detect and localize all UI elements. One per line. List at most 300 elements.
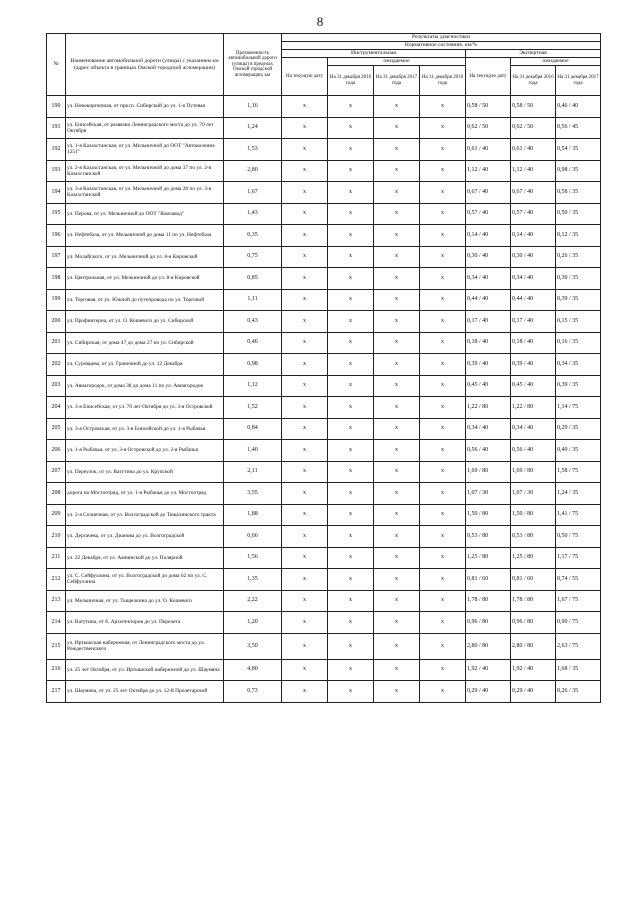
instrumental-value: x	[328, 139, 374, 161]
expert-2016: 0,44 / 40	[511, 289, 556, 311]
row-number: 200	[47, 311, 66, 333]
expert-2016: 1,22 / 80	[511, 397, 556, 419]
row-number: 195	[47, 203, 66, 225]
table-row	[47, 160, 601, 182]
row-number: 217	[47, 681, 66, 703]
header-instr-2017: На 31 декабря 2017 года	[374, 66, 420, 96]
row-number: 198	[47, 268, 66, 290]
expert-2017: 0,56 / 45	[556, 117, 601, 139]
instrumental-value: x	[420, 547, 466, 569]
road-name: ул. Нефтебаза, от ул. Мельничной до дома 11 по ул. Нефтебаза	[66, 225, 224, 247]
instrumental-value: x	[420, 160, 466, 182]
table-row	[47, 246, 601, 268]
instrumental-value: x	[420, 182, 466, 204]
instrumental-value: x	[374, 397, 420, 419]
instrumental-value: x	[282, 418, 328, 440]
instrumental-value: x	[420, 612, 466, 634]
instrumental-value: x	[420, 461, 466, 483]
instrumental-value: x	[282, 633, 328, 659]
header-instr-2018: На 31 декабря 2018 года	[420, 66, 466, 96]
road-name: ул. Центральная, от ул. Мельничной до ул. 8-я Кировской	[66, 268, 224, 290]
row-number: 203	[47, 375, 66, 397]
road-length: 1,67	[224, 182, 282, 204]
expert-2016: 0,57 / 40	[511, 203, 556, 225]
instrumental-value: x	[282, 289, 328, 311]
road-name: ул. 3-я Енисейская, от ул. 70 лет Октября до ул. 3-я Островской	[66, 397, 224, 419]
header-instr-2016: На 31 декабря 2016 года	[328, 66, 374, 96]
expert-current: 0,30 / 40	[466, 246, 511, 268]
road-length: 1,16	[224, 96, 282, 118]
header-length: Протяженность автомобильной дороги (улицы) в пределах Омской городской агломерации, км	[224, 34, 282, 96]
expert-current: 1,22 / 80	[466, 397, 511, 419]
expert-current: 0,58 / 50	[466, 96, 511, 118]
expert-2016: 0,53 / 80	[511, 526, 556, 548]
instrumental-value: x	[420, 289, 466, 311]
header-instr-current: На текущую дату	[282, 58, 328, 96]
road-length: 2,11	[224, 461, 282, 483]
road-name: ул. 3-я Островская, от ул. 3-я Енисейской до ул. 1-я Рыбачья	[66, 418, 224, 440]
instrumental-value: x	[420, 96, 466, 118]
expert-current: 1,78 / 80	[466, 590, 511, 612]
instrumental-value: x	[282, 182, 328, 204]
road-length: 3,55	[224, 483, 282, 505]
road-length: 3,50	[224, 633, 282, 659]
instrumental-value: x	[328, 203, 374, 225]
row-number: 191	[47, 117, 66, 139]
instrumental-value: x	[328, 397, 374, 419]
expert-2017: 0,12 / 35	[556, 225, 601, 247]
instrumental-value: x	[282, 225, 328, 247]
expert-current: 1,69 / 80	[466, 461, 511, 483]
expert-2017: 1,14 / 75	[556, 397, 601, 419]
expert-current: 0,34 / 40	[466, 268, 511, 290]
expert-2016: 0,96 / 80	[511, 612, 556, 634]
instrumental-value: x	[282, 612, 328, 634]
instrumental-value: x	[328, 332, 374, 354]
instrumental-value: x	[282, 461, 328, 483]
instrumental-value: x	[374, 139, 420, 161]
instrumental-value: x	[282, 246, 328, 268]
instrumental-value: x	[374, 633, 420, 659]
expert-current: 0,61 / 40	[466, 139, 511, 161]
instrumental-value: x	[328, 117, 374, 139]
expert-current: 0,62 / 50	[466, 117, 511, 139]
instrumental-value: x	[328, 612, 374, 634]
road-length: 0,66	[224, 526, 282, 548]
instrumental-value: x	[328, 418, 374, 440]
table-row	[47, 659, 601, 681]
road-length: 0,43	[224, 311, 282, 333]
instrumental-value: x	[328, 225, 374, 247]
instrumental-value: x	[282, 659, 328, 681]
expert-2017: 0,39 / 35	[556, 375, 601, 397]
instrumental-value: x	[328, 633, 374, 659]
instrumental-value: x	[374, 203, 420, 225]
page-number: 8	[316, 14, 324, 29]
row-number: 209	[47, 504, 66, 526]
road-length: 1,56	[224, 547, 282, 569]
row-number: 192	[47, 139, 66, 161]
instrumental-value: x	[420, 526, 466, 548]
instrumental-value: x	[328, 246, 374, 268]
expert-2016: 0,14 / 40	[511, 225, 556, 247]
road-length: 0,75	[224, 246, 282, 268]
table-row	[47, 612, 601, 634]
expert-2017: 0,50 / 75	[556, 526, 601, 548]
road-length: 1,52	[224, 397, 282, 419]
instrumental-value: x	[374, 547, 420, 569]
road-length: 1,40	[224, 440, 282, 462]
instrumental-value: x	[420, 311, 466, 333]
road-name: ул. Сибирская, от дома 47 до дома 27 по ул. Сибирской	[66, 332, 224, 354]
instrumental-value: x	[282, 96, 328, 118]
instrumental-value: x	[282, 354, 328, 376]
instrumental-value: x	[328, 483, 374, 505]
road-name: ул. Суровцева, от ул. Граничной до ул. 12 Декабря	[66, 354, 224, 376]
expert-2017: 1,68 / 35	[556, 659, 601, 681]
table-row	[47, 590, 601, 612]
instrumental-value: x	[282, 117, 328, 139]
instrumental-value: x	[328, 289, 374, 311]
expert-current: 0,39 / 40	[466, 354, 511, 376]
expert-2016: 0,61 / 40	[511, 139, 556, 161]
table-row	[47, 139, 601, 161]
road-length: 1,53	[224, 139, 282, 161]
expert-2016: 1,50 / 80	[511, 504, 556, 526]
road-name: ул. Профинтерна, от ул. О. Кошевого до ул. Сибирской	[66, 311, 224, 333]
instrumental-value: x	[328, 182, 374, 204]
road-name: ул. 2-я Солнечная, от ул. Волгоградской до Тюкалинского тракта	[66, 504, 224, 526]
row-number: 190	[47, 96, 66, 118]
instrumental-value: x	[328, 461, 374, 483]
instrumental-value: x	[420, 117, 466, 139]
instrumental-value: x	[374, 311, 420, 333]
row-number: 202	[47, 354, 66, 376]
road-length: 1,43	[224, 203, 282, 225]
header-exp-current: На текущую дату	[466, 58, 511, 96]
road-length: 0,46	[224, 332, 282, 354]
road-name: ул. Новокирпичная, от просп. Сибирский до ул. 1-я Путевая	[66, 96, 224, 118]
table-row	[47, 375, 601, 397]
expert-2017: 1,17 / 75	[556, 547, 601, 569]
instrumental-value: x	[374, 504, 420, 526]
expert-2016: 0,67 / 40	[511, 182, 556, 204]
road-length: 1,88	[224, 504, 282, 526]
expert-current: 1,50 / 80	[466, 504, 511, 526]
expert-current: 1,25 / 80	[466, 547, 511, 569]
expert-2017: 0,49 / 35	[556, 440, 601, 462]
expert-current: 1,92 / 40	[466, 659, 511, 681]
road-length: 0,98	[224, 354, 282, 376]
instrumental-value: x	[374, 612, 420, 634]
instrumental-value: x	[328, 547, 374, 569]
expert-2017: 0,46 / 40	[556, 96, 601, 118]
road-name: ул. Иртышская набережная, от Ленинградского моста до ул. Рождественского	[66, 633, 224, 659]
row-number: 206	[47, 440, 66, 462]
instrumental-value: x	[374, 354, 420, 376]
row-number: 215	[47, 633, 66, 659]
header-exp-2016: На 31 декабря 2016 года	[511, 66, 556, 96]
instrumental-value: x	[282, 203, 328, 225]
header-exp-expected: ожидаемое	[511, 58, 601, 66]
table-row	[47, 483, 601, 505]
expert-2016: 0,18 / 40	[511, 332, 556, 354]
road-name: ул. Ватутина, от б. Архитекторов до ул. Перелета	[66, 612, 224, 634]
instrumental-value: x	[282, 139, 328, 161]
expert-2016: 0,45 / 40	[511, 375, 556, 397]
expert-2016: 1,69 / 80	[511, 461, 556, 483]
expert-2017: 0,29 / 35	[556, 418, 601, 440]
table-row	[47, 504, 601, 526]
table-row	[47, 225, 601, 247]
expert-current: 2,80 / 80	[466, 633, 511, 659]
instrumental-value: x	[420, 440, 466, 462]
instrumental-value: x	[374, 117, 420, 139]
expert-2017: 0,90 / 75	[556, 612, 601, 634]
expert-current: 0,57 / 40	[466, 203, 511, 225]
expert-2016: 0,29 / 40	[511, 681, 556, 703]
table-body	[47, 96, 601, 703]
header-instr-expected: ожидаемое	[328, 58, 466, 66]
expert-2017: 0,15 / 35	[556, 311, 601, 333]
road-length: 0,35	[224, 225, 282, 247]
row-number: 212	[47, 569, 66, 591]
road-name: ул. Дергачева, от ул. Дианова до ул. Волгоградской	[66, 526, 224, 548]
row-number: 216	[47, 659, 66, 681]
expert-2017: 1,41 / 75	[556, 504, 601, 526]
instrumental-value: x	[420, 483, 466, 505]
instrumental-value: x	[420, 332, 466, 354]
instrumental-value: x	[282, 547, 328, 569]
instrumental-value: x	[282, 440, 328, 462]
expert-2017: 0,58 / 35	[556, 182, 601, 204]
road-name: ул. Молайского, от ул. Мельничной до ул. 8-я Кировской	[66, 246, 224, 268]
table-row	[47, 332, 601, 354]
road-name: ул. Переулок, от ул. Ватутина до ул. Крупской	[66, 461, 224, 483]
instrumental-value: x	[328, 590, 374, 612]
road-length: 0,73	[224, 681, 282, 703]
row-number: 199	[47, 289, 66, 311]
header-normative: Нормативное состояние, км/%	[282, 42, 601, 50]
instrumental-value: x	[328, 160, 374, 182]
expert-2016: 0,58 / 50	[511, 96, 556, 118]
expert-current: 0,34 / 40	[466, 418, 511, 440]
row-number: 204	[47, 397, 66, 419]
road-name: ул. Перова, от ул. Мельничной до ООТ "Комзавод"	[66, 203, 224, 225]
instrumental-value: x	[420, 354, 466, 376]
row-number: 205	[47, 418, 66, 440]
instrumental-value: x	[420, 590, 466, 612]
instrumental-value: x	[420, 418, 466, 440]
instrumental-value: x	[420, 268, 466, 290]
expert-2016: 1,07 / 30	[511, 483, 556, 505]
expert-current: 0,81 / 60	[466, 569, 511, 591]
instrumental-value: x	[282, 397, 328, 419]
road-name: ул. 2-я Казахстанская, от ул. Мельничной до дома 37 по ул. 2-я Казахстанской	[66, 160, 224, 182]
table-row	[47, 289, 601, 311]
instrumental-value: x	[374, 182, 420, 204]
road-name: ул. 25 лет Октября, от ул. Иртышской набережной до ул. Шаумяна	[66, 659, 224, 681]
instrumental-value: x	[328, 440, 374, 462]
expert-2017: 0,26 / 35	[556, 681, 601, 703]
table-row	[47, 268, 601, 290]
expert-current: 0,29 / 40	[466, 681, 511, 703]
row-number: 194	[47, 182, 66, 204]
road-length: 1,35	[224, 569, 282, 591]
expert-2016: 1,12 / 40	[511, 160, 556, 182]
table-row	[47, 311, 601, 333]
instrumental-value: x	[420, 397, 466, 419]
instrumental-value: x	[282, 569, 328, 591]
expert-2016: 0,34 / 40	[511, 268, 556, 290]
row-number: 201	[47, 332, 66, 354]
instrumental-value: x	[328, 268, 374, 290]
road-length: 1,24	[224, 117, 282, 139]
expert-2016: 1,25 / 80	[511, 547, 556, 569]
instrumental-value: x	[420, 569, 466, 591]
road-name: дорога на Мостоотряд, от ул. 1-я Рыбачья до ул. Мостоотряд	[66, 483, 224, 505]
expert-2017: 1,67 / 75	[556, 590, 601, 612]
expert-current: 0,96 / 80	[466, 612, 511, 634]
row-number: 208	[47, 483, 66, 505]
expert-current: 0,18 / 40	[466, 332, 511, 354]
table-row	[47, 182, 601, 204]
expert-2016: 0,81 / 60	[511, 569, 556, 591]
instrumental-value: x	[374, 332, 420, 354]
expert-2017: 0,50 / 35	[556, 203, 601, 225]
instrumental-value: x	[282, 590, 328, 612]
table-row	[47, 418, 601, 440]
header-exp-2017: На 31 декабря 2017 года	[556, 66, 601, 96]
instrumental-value: x	[374, 289, 420, 311]
row-number: 214	[47, 612, 66, 634]
instrumental-value: x	[328, 354, 374, 376]
row-number: 193	[47, 160, 66, 182]
row-number: 197	[47, 246, 66, 268]
instrumental-value: x	[374, 483, 420, 505]
expert-2016: 0,17 / 40	[511, 311, 556, 333]
instrumental-value: x	[328, 96, 374, 118]
table-row	[47, 461, 601, 483]
table-row	[47, 96, 601, 118]
expert-2016: 0,30 / 40	[511, 246, 556, 268]
instrumental-value: x	[420, 225, 466, 247]
road-name: ул. Авиагородок, от дома 38 до дома 11 по ул. Авиагородок	[66, 375, 224, 397]
table-row	[47, 569, 601, 591]
road-length: 4,80	[224, 659, 282, 681]
instrumental-value: x	[374, 681, 420, 703]
road-name: ул. 1-я Казахстанская, от ул. Мельничной до ООТ "Автоколонна 1251"	[66, 139, 224, 161]
expert-2017: 2,63 / 75	[556, 633, 601, 659]
expert-2017: 0,26 / 35	[556, 246, 601, 268]
row-number: 210	[47, 526, 66, 548]
instrumental-value: x	[328, 569, 374, 591]
instrumental-value: x	[374, 590, 420, 612]
instrumental-value: x	[374, 268, 420, 290]
instrumental-value: x	[374, 659, 420, 681]
instrumental-value: x	[328, 659, 374, 681]
instrumental-value: x	[282, 160, 328, 182]
instrumental-value: x	[374, 569, 420, 591]
instrumental-value: x	[374, 526, 420, 548]
expert-current: 0,67 / 40	[466, 182, 511, 204]
expert-2016: 0,34 / 40	[511, 418, 556, 440]
expert-2016: 2,80 / 80	[511, 633, 556, 659]
expert-2016: 1,78 / 80	[511, 590, 556, 612]
road-length: 1,20	[224, 612, 282, 634]
expert-current: 0,56 / 40	[466, 440, 511, 462]
instrumental-value: x	[282, 268, 328, 290]
road-length: 2,80	[224, 160, 282, 182]
header-expert: Экспертная	[466, 50, 601, 58]
instrumental-value: x	[420, 633, 466, 659]
expert-2017: 0,54 / 35	[556, 139, 601, 161]
expert-2017: 0,74 / 55	[556, 569, 601, 591]
instrumental-value: x	[420, 203, 466, 225]
expert-2017: 1,24 / 35	[556, 483, 601, 505]
instrumental-value: x	[374, 440, 420, 462]
table-header	[47, 34, 601, 96]
header-road-name: Наименование автомобильной дороги (улицы) с указанием км (адрес объекта в границах Омской городской агломерации)	[66, 34, 224, 96]
expert-current: 0,44 / 40	[466, 289, 511, 311]
table-row	[47, 681, 601, 703]
road-length: 0,84	[224, 418, 282, 440]
expert-current: 0,45 / 40	[466, 375, 511, 397]
instrumental-value: x	[282, 504, 328, 526]
expert-2017: 0,16 / 35	[556, 332, 601, 354]
header-num: №	[47, 34, 66, 96]
instrumental-value: x	[282, 681, 328, 703]
table-row	[47, 633, 601, 659]
instrumental-value: x	[374, 246, 420, 268]
expert-2017: 1,58 / 75	[556, 461, 601, 483]
instrumental-value: x	[374, 461, 420, 483]
road-name: ул. 22 Декабря, от ул. Амнинской до ул. Полярной	[66, 547, 224, 569]
instrumental-value: x	[420, 375, 466, 397]
expert-2016: 0,39 / 40	[511, 354, 556, 376]
road-diagnostics-table	[46, 33, 601, 703]
expert-current: 1,12 / 40	[466, 160, 511, 182]
row-number: 207	[47, 461, 66, 483]
table-row	[47, 203, 601, 225]
row-number: 211	[47, 547, 66, 569]
instrumental-value: x	[328, 311, 374, 333]
road-length: 2,22	[224, 590, 282, 612]
header-results: Результаты диагностики	[282, 34, 601, 42]
road-length: 1,11	[224, 289, 282, 311]
table-row	[47, 526, 601, 548]
road-name: ул. Торговая, от ул. Южной до путепровода по ул. Торговой	[66, 289, 224, 311]
instrumental-value: x	[328, 526, 374, 548]
table-row	[47, 440, 601, 462]
expert-current: 0,14 / 40	[466, 225, 511, 247]
instrumental-value: x	[420, 246, 466, 268]
expert-current: 0,53 / 80	[466, 526, 511, 548]
expert-2017: 0,30 / 35	[556, 268, 601, 290]
instrumental-value: x	[420, 139, 466, 161]
road-name: ул. Енисейская, от развязки Ленинградского моста до ул. 70 лет Октября	[66, 117, 224, 139]
road-length: 1,12	[224, 375, 282, 397]
table-row	[47, 117, 601, 139]
expert-2016: 0,56 / 40	[511, 440, 556, 462]
expert-current: 0,17 / 40	[466, 311, 511, 333]
row-number: 196	[47, 225, 66, 247]
expert-2016: 1,92 / 40	[511, 659, 556, 681]
instrumental-value: x	[374, 418, 420, 440]
table-row	[47, 547, 601, 569]
table-row	[47, 397, 601, 419]
instrumental-value: x	[420, 504, 466, 526]
